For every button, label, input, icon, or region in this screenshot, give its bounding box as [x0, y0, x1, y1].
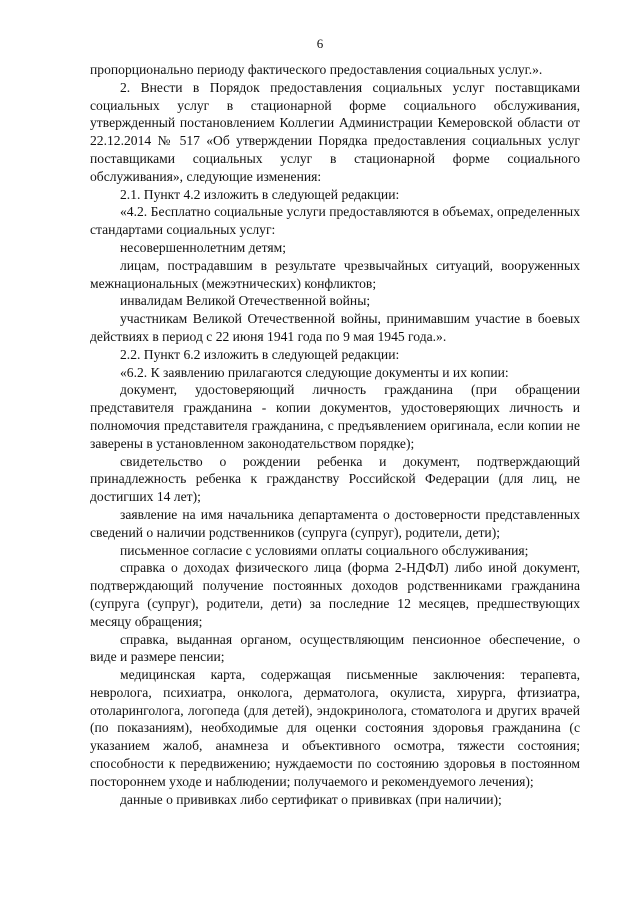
paragraph: инвалидам Великой Отечественной войны; — [120, 293, 371, 309]
paragraph: пропорционально периоду фактического предоставления социальных услуг.». — [90, 62, 543, 77]
paragraph: справка, выданная органом, осуществляющим пенсионное обеспечение, о виде и размере пенсии; — [90, 631, 580, 665]
page-number: 6 — [316, 36, 324, 51]
paragraph: лицам, пострадавшим в результате чрезвычайных ситуаций, вооруженных межнациональных (межэтнических) конфликтов; — [90, 257, 580, 291]
paragraph: медицинская карта, содержащая письменные заключения: терапевта, невролога, психиатра, онколога, дерматолога, окулиста, хирурга, фтизиатра, отоларинголога, логопеда (для детей), эндокринолога, стоматолога и других врачей (по показаниям), необходимые для оценки состояния здоровья гражданина (с указанием жалоб, анамнеза и объективного осмотра, тяжести состояния; способности к передвижению; нуждаемости по состоянию здоровья в постоянном постороннем уходе и наблюдении; получаемого и рекомендуемого лечения); — [90, 667, 580, 789]
paragraph: документ, удостоверяющий личность гражданина (при обращении представителя гражданина - копии документов, удостоверяющих личность и полномочия представителя гражданина, с предъявлением оригинала, если копии не заверены в установленном законодательством порядке); — [90, 382, 580, 451]
paragraph: свидетельство о рождении ребенка и документ, подтверждающий принадлежность ребенка к гражданству Российской Федерации (для лиц, не достигших 14 лет); — [90, 453, 580, 505]
paragraph: заявление на имя начальника департамента о достоверности представленных сведений о наличии родственников (супруга (супруг), родители, дети); — [90, 506, 580, 540]
paragraph: данные о прививках либо сертификат о прививках (при наличии); — [120, 791, 502, 807]
paragraph: участникам Великой Отечественной войны, принимавшим участие в боевых действиях в период с 22 июня 1941 года по 9 мая 1945 года.». — [90, 311, 580, 344]
paragraph: 2. Внести в Порядок предоставления социальных услуг поставщиками социальных услуг в стационарной форме социального обслуживания, утвержденный постановлением Коллегии Администрации Кемеровской области от 22.12.2014 № 517 «Об утверждении Порядка предоставления социальных услуг поставщиками социальных услуг в стационарной форме социального обслуживания», следующие изменения: — [90, 79, 580, 184]
paragraph: «4.2. Бесплатно социальные услуги предоставляются в объемах, определенных стандартами социальных услуг: — [90, 204, 580, 238]
paragraph: 2.2. Пункт 6.2 изложить в следующей редакции: — [120, 346, 400, 362]
paragraph: 2.1. Пункт 4.2 изложить в следующей редакции: — [120, 186, 400, 202]
paragraph: несовершеннолетним детям; — [120, 239, 286, 255]
paragraph: справка о доходах физического лица (форма 2-НДФЛ) либо иной документ, подтверждающий получение постоянных доходов родственниками гражданина (супруга (супруг), родители, дети) за последние 12 месяцев, предшествующих месяцу обращения; — [90, 560, 580, 629]
document-body — [90, 61, 580, 808]
paragraph: «6.2. К заявлению прилагаются следующие документы и их копии: — [120, 364, 509, 380]
paragraph: письменное согласие с условиями оплаты социального обслуживания; — [120, 542, 529, 558]
